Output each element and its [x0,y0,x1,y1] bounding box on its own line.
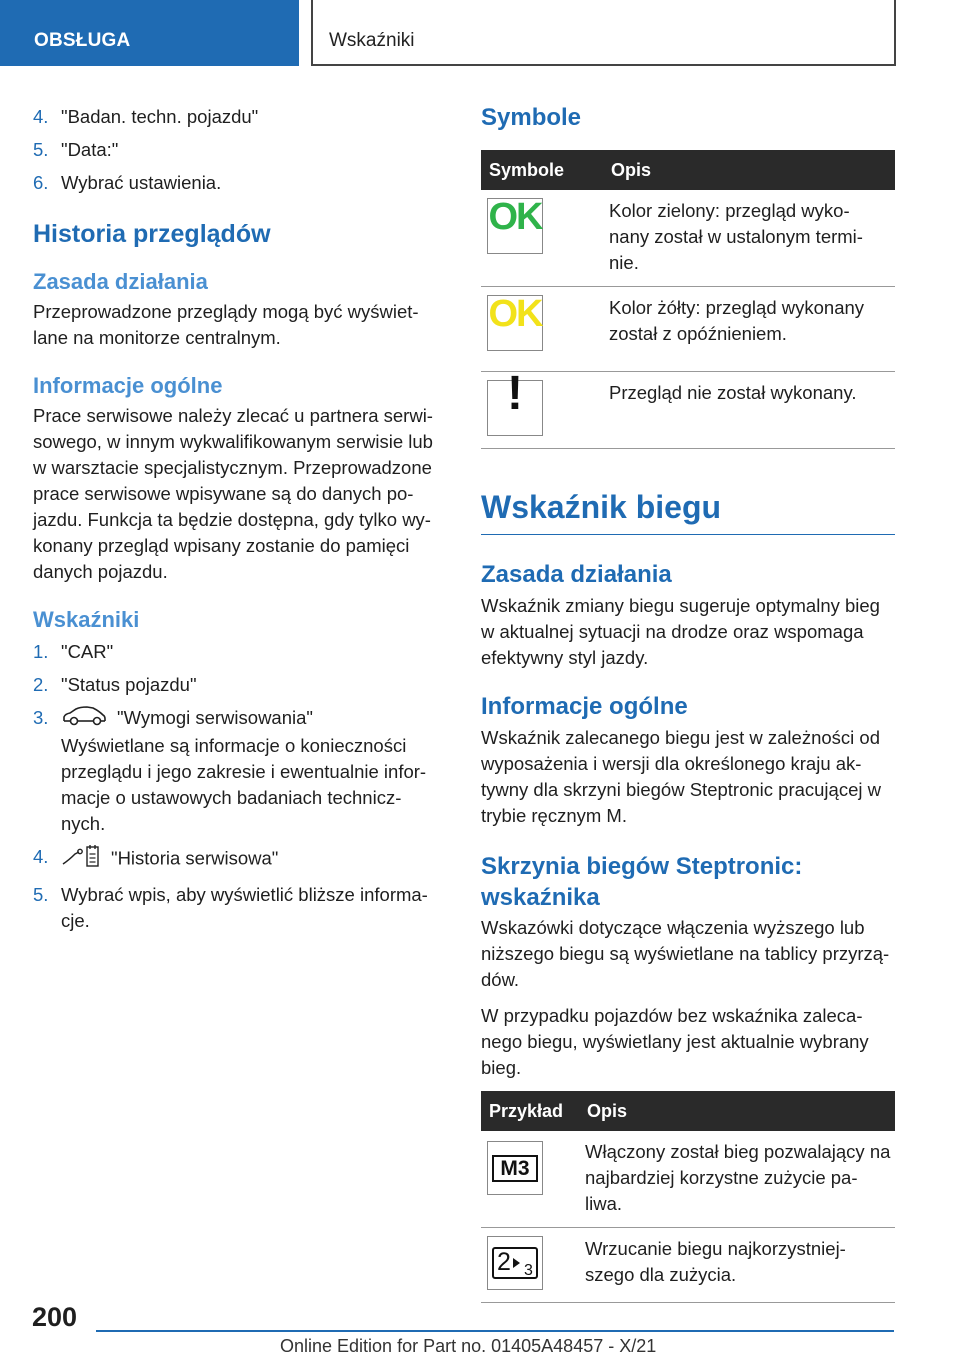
header-section-title: OBSŁUGA [34,30,131,51]
principle-heading: Zasada działania [33,269,208,294]
list-item: 3. "Wymogi serwisowania" Wyświetlane są informacje o konieczności przeglądu i jego zakresie i ewentualnie infor- macje o ustawowych badaniach technicz- nych. [33,705,445,837]
list-item: 6. Wybrać ustawienia. [33,172,222,193]
exclamation-icon: ! [487,380,543,436]
top-list [33,104,445,196]
symbols-heading: Symbole [481,104,582,131]
page-number: 200 [32,1302,78,1332]
list-item: 4. "Historia serwisowa" [33,844,445,875]
indicators-heading: Wskaźniki [33,607,140,632]
gear-general-text: Wskaźnik zalecanego biegu jest w zależności od wyposażenia i wersji dla określonego kraju ak- tywny dla skrzyni biegów Steptronic pracującej w trybie ręcznym M. [481,727,881,826]
gear-general-heading: Informacje ogólne [481,693,688,720]
header-chapter-box [311,0,896,66]
service-history-icon [61,844,101,875]
indicators-list [33,639,445,934]
table-row: OK Kolor zielony: przegląd wyko- nany został w ustalonym termi- nie. [481,190,895,287]
symbols-table [481,150,895,449]
table-row: ! Przegląd nie został wykonany. [481,372,895,449]
table-row: OK Kolor żółty: przegląd wykonany został z opóźnieniem. [481,287,895,372]
list-item: 5. Wybrać wpis, aby wyświetlić bliższe informa- cje. [33,883,428,931]
header-chapter-title: Wskaźniki [329,30,415,51]
right-column [481,100,895,1303]
list-item: 4. "Badan. techn. pojazdu" [33,106,259,127]
table-header-row: Przykład Opis [481,1091,895,1131]
ok-green-icon: OK [487,198,543,254]
steptronic-text-2: W przypadku pojazdów bez wskaźnika zaleca- nego biegu, wyświetlany jest aktualnie wybrany bieg. [481,1005,869,1078]
list-item: 2. "Status pojazdu" [33,674,197,695]
small-arrow-icon [513,1258,520,1268]
car-service-icon [61,706,107,733]
footer-rule [96,1330,894,1332]
general-text: Prace serwisowe należy zlecać u partnera serwi- sowego, w innym wykwalifikowanym serwisie lub w warsztacie specjalistycznym. Przeprowadzone prace serwisowe wpisywane są do danych po- jazdu. Funkcja ta będzie dostępna, gdy tylko wy- konany przegląd wpisany zostanie do pamięci danych pojazdu. [33,405,433,582]
list-item: 1. "CAR" [33,641,114,662]
steptronic-heading: Skrzynia biegów Steptronic: wskaźnika [481,853,803,911]
gear-m3-icon: M3 [487,1141,543,1195]
gear-principle-heading: Zasada działania [481,561,672,588]
principle-text: Przeprowadzone przeglądy mogą być wyświet- lane na monitorze centralnym. [33,301,419,348]
heading-rule [481,534,895,535]
table-header-row: Symbole Opis [481,150,895,190]
history-heading: Historia przeglądów [33,220,271,248]
table-row: 2 3 Wrzucanie biegu najkorzystniej- szego dla zużycia. [481,1228,895,1303]
gear-indicator-heading: Wskaźnik biegu [481,489,722,525]
gear-principle-text: Wskaźnik zmiany biegu sugeruje optymalny bieg w aktualnej sytuacji na drodze oraz wspomaga efektywny styl jazdy. [481,595,880,668]
footer-edition: Online Edition for Part no. 01405A48457 - X/21 [280,1336,657,1356]
list-item: 5. "Data:" [33,139,119,160]
ok-yellow-icon: OK [487,295,543,351]
steptronic-text-1: Wskazówki dotyczące włączenia wyższego lub niższego biegu są wyświetlane na tablicy przyrzą- dów. [481,917,890,990]
header-section-tab [0,0,299,66]
left-column [33,100,445,934]
list-item-detail: Wyświetlane są informacje o konieczności przeglądu i jego zakresie i ewentualnie infor- macje o ustawowych badaniach technicz- nych. [61,734,427,834]
example-table [481,1091,895,1303]
table-row: M3 Włączony został bieg pozwalający na najbardziej korzystne zużycie pa- liwa. [481,1131,895,1228]
general-heading: Informacje ogólne [33,373,223,398]
gear-shift-2-3-icon: 2 3 [487,1236,543,1290]
